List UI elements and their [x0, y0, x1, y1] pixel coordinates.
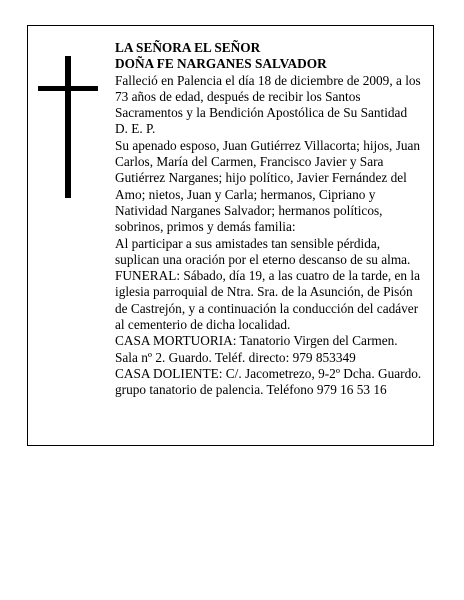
deceased-name: DOÑA FE NARGANES SALVADOR — [115, 56, 327, 72]
footer-contact: grupo tanatorio de palencia. Teléfono 979 16 53 16 — [115, 382, 387, 398]
funeral-home-info: CASA MORTUORIA: Tanatorio Virgen del Carmen. Sala nº 2. Guardo. Teléf. directo: 979 853349 — [115, 333, 398, 365]
family-home-info: CASA DOLIENTE: C/. Jacometrezo, 9-2º Dcha. Guardo. — [115, 365, 422, 381]
title-line-1: LA SEÑORA EL SEÑOR — [115, 40, 261, 55]
notice-text — [115, 40, 423, 399]
death-announcement: Falleció en Palencia el día 18 de diciembre de 2009, a los 73 años de edad, después de recibir los Santos Sacramentos y la Bendición Apostólica de Su Santidad D. E. P. — [115, 72, 421, 137]
obituary-notice — [27, 25, 434, 446]
cross-icon — [38, 56, 98, 198]
funeral-details: FUNERAL: Sábado, día 19, a las cuatro de la tarde, en la iglesia parroquial de Ntra. Sra. de la Asunción, de Pisón de Castrejón, y a continuación la conducción del cadáver al cementerio de dicha localidad. — [115, 268, 420, 333]
prayer-request: Al participar a sus amistades tan sensible pérdida, suplican una oración por el eterno descanso de su alma. — [115, 235, 411, 267]
family-list: Su apenado esposo, Juan Gutiérrez Villacorta; hijos, Juan Carlos, María del Carmen, Francisco Javier y Sara Gutiérrez Narganes; hijo político, Javier Fernández del Amo; nietos, Juan y Carla; hermanos, Cipriano y Natividad Narganes Salvador; hermanos políticos, sobrinos, primos y demás familia: — [115, 137, 421, 235]
